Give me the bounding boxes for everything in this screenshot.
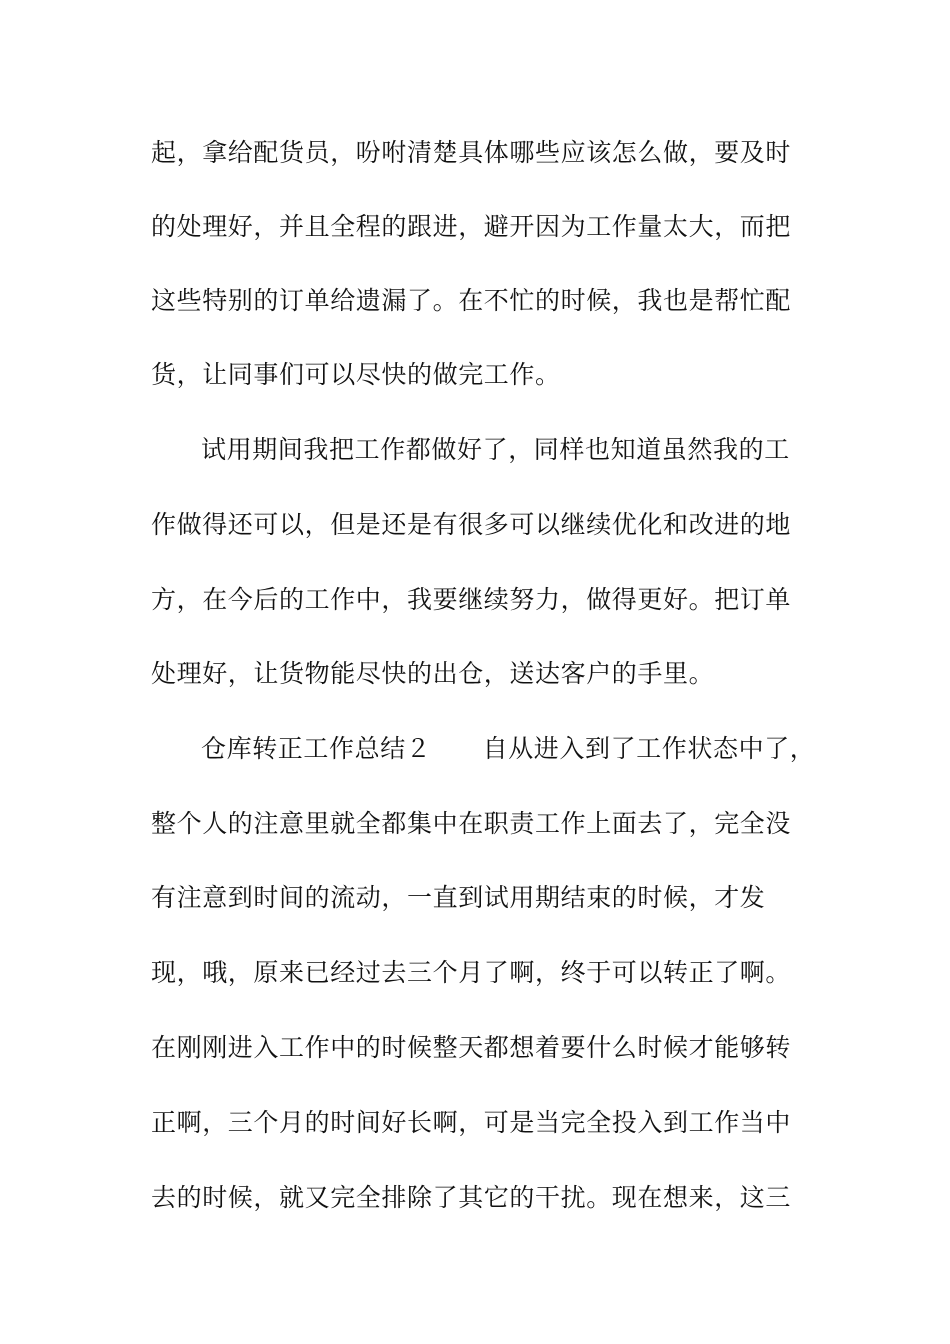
text-line-13: 在刚刚进入工作中的时候整天都想着要什么时候才能够转 — [151, 1033, 792, 1062]
text-line-10: 整个人的注意里就全都集中在职责工作上面去了，完全没 — [151, 809, 792, 838]
text-line-3: 这些特别的订单给遗漏了。在不忙的时候，我也是帮忙配 — [151, 286, 792, 315]
text-line-15: 去的时候，就又完全排除了其它的干扰。现在想来，这三 — [151, 1183, 792, 1212]
text-line-5: 试用期间我把工作都做好了，同样也知道虽然我的工 — [201, 435, 790, 464]
text-line-4: 货，让同事们可以尽快的做完工作。 — [151, 360, 561, 389]
text-line-8: 处理好，让货物能尽快的出仓，送达客户的手里。 — [151, 659, 715, 688]
text-line-7: 方，在今后的工作中，我要继续努力，做得更好。把订单 — [151, 585, 792, 614]
text-line-1: 起，拿给配货员，吩咐清楚具体哪些应该怎么做，要及时 — [151, 138, 792, 167]
text-line-9: 仓库转正工作总结２ 自从进入到了工作状态中了， — [201, 734, 816, 763]
text-line-11: 有注意到时间的流动，一直到试用期结束的时候，才发 — [151, 883, 766, 912]
text-line-14: 正啊，三个月的时间好长啊，可是当完全投入到工作当中 — [151, 1108, 792, 1137]
text-line-2: 的处理好，并且全程的跟进，避开因为工作量太大，而把 — [151, 212, 792, 241]
text-line-12: 现，哦，原来已经过去三个月了啊，终于可以转正了啊。 — [151, 958, 792, 987]
text-line-6: 作做得还可以，但是还是有很多可以继续优化和改进的地 — [151, 510, 792, 539]
